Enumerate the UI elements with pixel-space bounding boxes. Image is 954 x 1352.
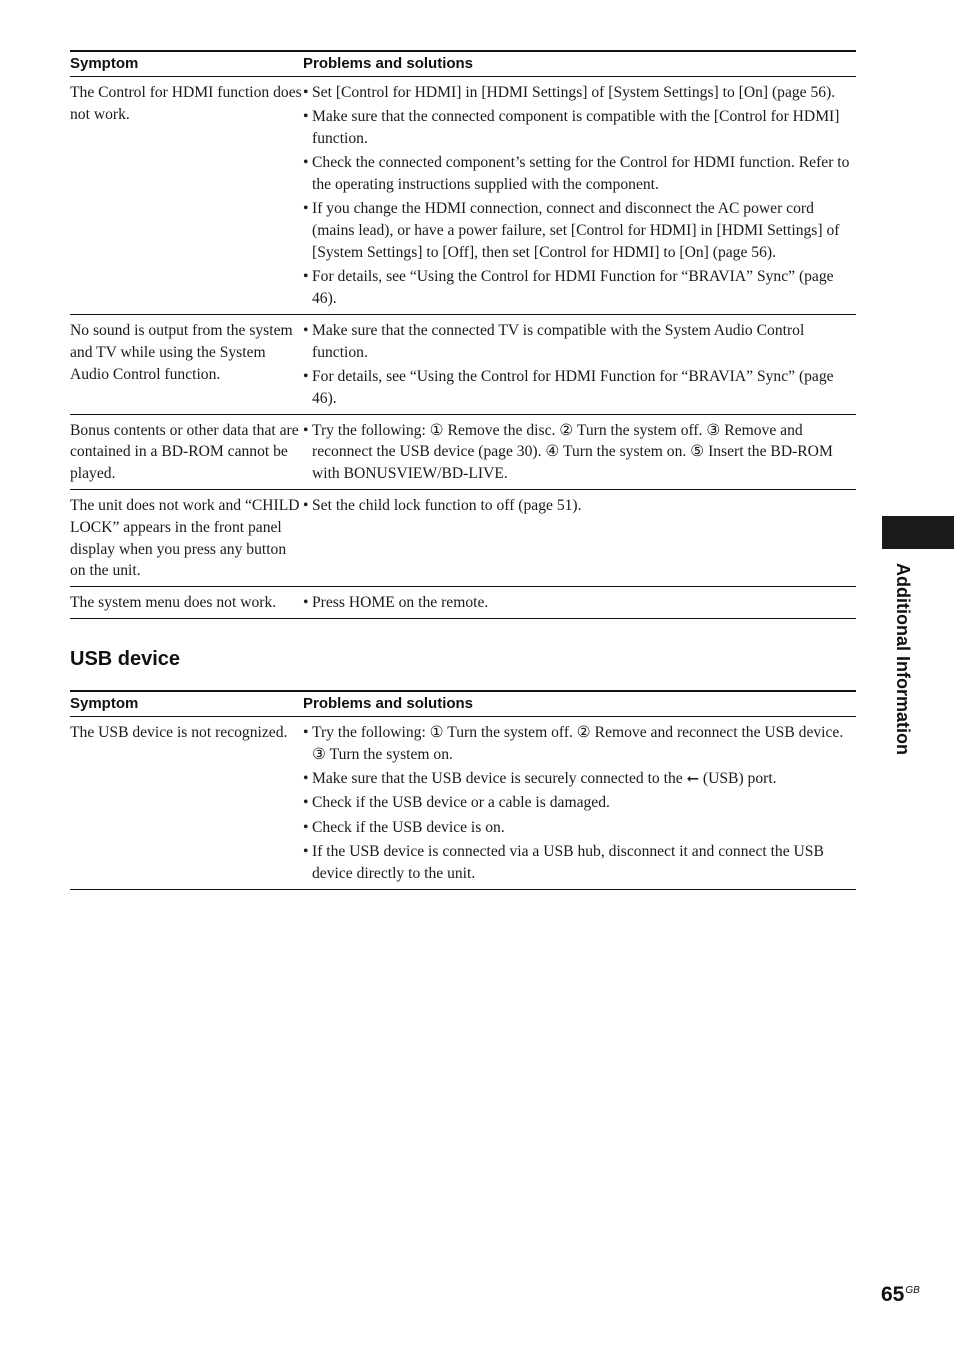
solution-item: • If the USB device is connected via a USB hub, disconnect it and connect the USB device directly to the unit. — [303, 841, 856, 885]
solutions-list — [303, 420, 856, 485]
table-row — [70, 587, 856, 619]
table-row — [70, 314, 856, 414]
solution-item: • Try the following: ① Remove the disc. ② Turn the system off. ③ Remove and reconnect the USB device (page 30). ④ Turn the system on. ⑤ Insert the BD-ROM with BONUSVIEW/BD-LIVE. — [303, 420, 856, 485]
table-header-row — [70, 691, 856, 717]
table-row — [70, 414, 856, 489]
solution-item: • Set the child lock function to off (page 51). — [303, 495, 856, 517]
solution-item: • Make sure that the connected component is compatible with the [Control for HDMI] function. — [303, 106, 856, 150]
solution-item: • Set [Control for HDMI] in [HDMI Settings] of [System Settings] to [On] (page 56). — [303, 82, 856, 104]
solution-item: • If you change the HDMI connection, connect and disconnect the AC power cord (mains lead), or have a power failure, set [Control for HDMI] in [HDMI Settings] of [System Settings] to [Off], then set [Control for HDMI] to [On] (page 56). — [303, 198, 856, 263]
solutions-list — [303, 722, 856, 885]
solution-item: • For details, see “Using the Control for HDMI Function for “BRAVIA” Sync” (page 46). — [303, 266, 856, 310]
solution-item: • Check if the USB device is on. — [303, 817, 856, 839]
header-symptom: Symptom — [70, 691, 303, 717]
table-row — [70, 77, 856, 315]
solution-item: • Make sure that the USB device is securely connected to the ⭠ (USB) port. — [303, 768, 856, 790]
solutions-list — [303, 82, 856, 310]
symptom-text: The USB device is not recognized. — [70, 724, 288, 741]
chapter-tab-marker — [882, 516, 954, 549]
solution-item: • Press HOME on the remote. — [303, 592, 856, 614]
solution-item: • Check if the USB device or a cable is damaged. — [303, 792, 856, 814]
page-number — [881, 1283, 920, 1307]
solution-item: • Check the connected component’s setting for the Control for HDMI function. Refer to the operating instructions supplied with the component. — [303, 152, 856, 196]
symptom-text: The unit does not work and “CHILD LOCK” appears in the front panel display when you press any button on the unit. — [70, 497, 300, 580]
symptom-text: The system menu does not work. — [70, 594, 277, 612]
table-header-row — [70, 51, 856, 77]
header-problems-solutions: Problems and solutions — [303, 691, 856, 717]
header-symptom: Symptom — [70, 51, 303, 77]
header-problems-solutions: Problems and solutions — [303, 51, 856, 77]
troubleshooting-table-general — [70, 50, 856, 619]
symptom-text: No sound is output from the system and TV while using the System Audio Control function. — [70, 321, 293, 383]
table-row — [70, 717, 856, 890]
section-title-usb-device: USB device — [70, 648, 181, 670]
page-number-value: 65 — [881, 1283, 905, 1306]
symptom-text: The Control for HDMI function does not work. — [70, 84, 302, 123]
solution-item: • For details, see “Using the Control for HDMI Function for “BRAVIA” Sync” (page 46). — [303, 366, 856, 410]
solution-item: • Try the following: ① Turn the system off. ② Remove and reconnect the USB device. ③ Turn the system on. — [303, 722, 856, 766]
solutions-list — [303, 592, 856, 614]
solutions-list — [303, 495, 856, 517]
chapter-label: Additional Information — [893, 563, 913, 755]
solution-item: • Make sure that the connected TV is compatible with the System Audio Control function. — [303, 320, 856, 364]
symptom-text: Bonus contents or other data that are contained in a BD-ROM cannot be played. — [70, 421, 299, 483]
table-row — [70, 490, 856, 587]
page-number-suffix: GB — [905, 1285, 920, 1296]
solutions-list — [303, 320, 856, 410]
troubleshooting-table-usb — [70, 690, 856, 890]
